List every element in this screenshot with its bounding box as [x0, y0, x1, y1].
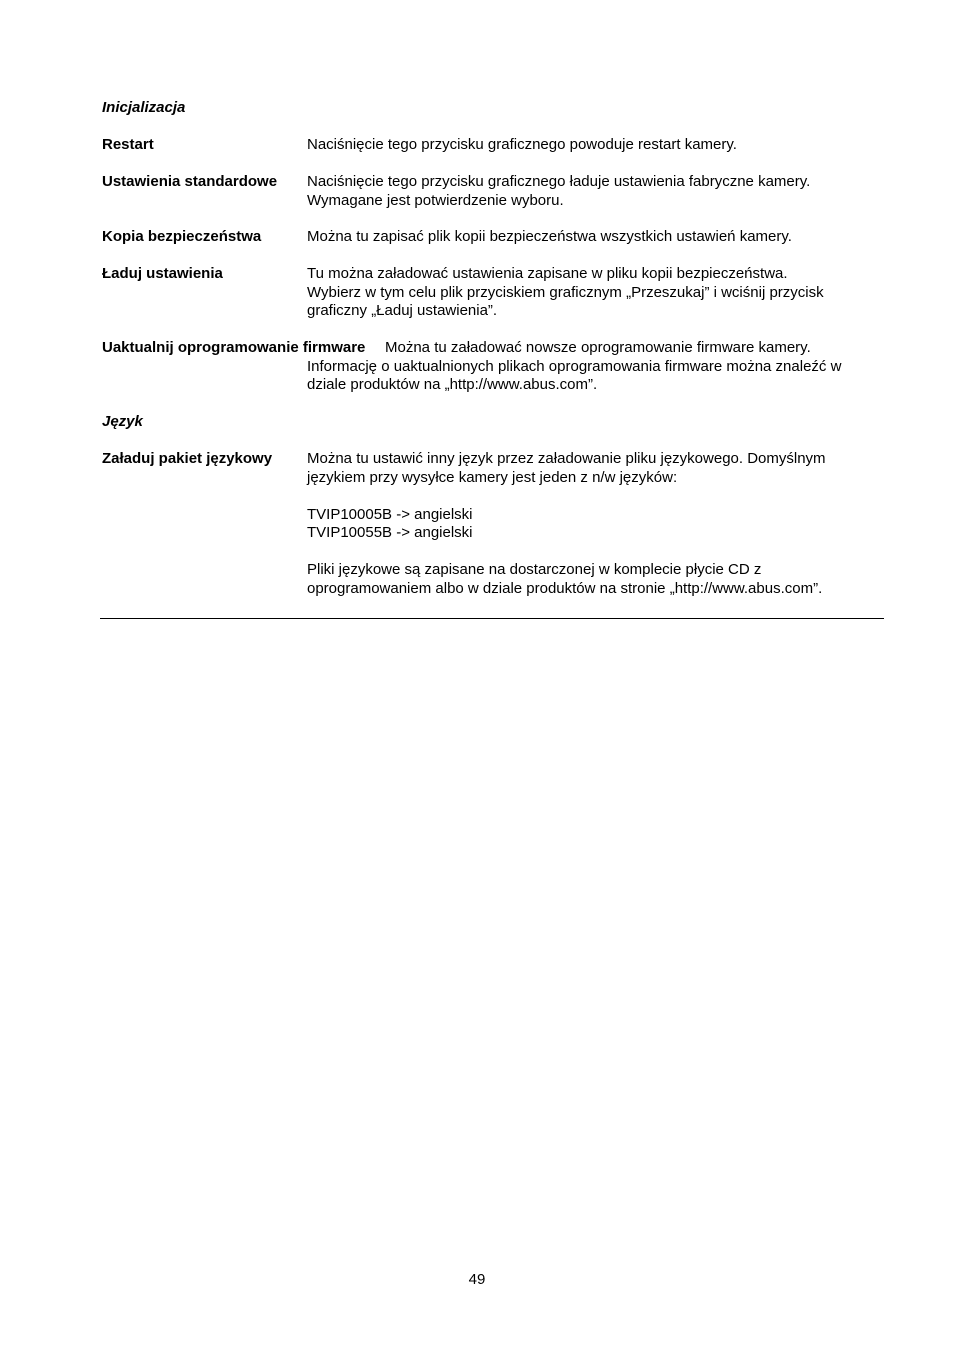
term-restart: Restart	[102, 136, 154, 153]
page-number: 49	[468, 1271, 486, 1288]
description-line: Informację o uaktualnionych plikach oprogramowania firmware można znaleźć w	[307, 357, 842, 375]
section-heading-initialization: Inicjalizacja	[102, 99, 186, 116]
description-language-pack	[307, 450, 882, 598]
description-line: językiem przy wysyłce kamery jest jeden z n/w języków:	[307, 468, 678, 486]
description-line: Można tu załadować nowsze oprogramowanie firmware kamery.	[385, 339, 811, 356]
description-default-settings	[307, 173, 882, 210]
description-line: Pliki językowe są zapisane na dostarczonej w komplecie płycie CD z	[307, 561, 762, 578]
description-firmware-update	[307, 339, 882, 395]
section-divider	[100, 618, 884, 619]
description-restart	[307, 136, 882, 155]
description-line: Wymagane jest potwierdzenie wyboru.	[307, 191, 564, 209]
description-line: Naciśnięcie tego przycisku graficznego ładuje ustawienia fabryczne kamery.	[307, 173, 811, 190]
description-line: dziale produktów na „http://www.abus.com”.	[307, 376, 598, 393]
description-line: Można tu ustawić inny język przez załadowanie pliku językowego. Domyślnym	[307, 450, 826, 467]
description-line: Można tu zapisać plik kopii bezpieczeństwa wszystkich ustawień kamery.	[307, 228, 792, 245]
term-firmware-update: Uaktualnij oprogramowanie firmware	[102, 339, 366, 356]
description-line: Wybierz w tym celu plik przyciskiem graficznym „Przeszukaj” i wciśnij przycisk	[307, 283, 824, 301]
description-line: oprogramowaniem albo w dziale produktów na stronie „http://www.abus.com”.	[307, 579, 823, 597]
description-line: TVIP10005B -> angielski	[307, 505, 473, 523]
term-language-pack: Załaduj pakiet językowy	[102, 450, 273, 467]
description-line: Tu można załadować ustawienia zapisane w pliku kopii bezpieczeństwa.	[307, 265, 788, 282]
term-default-settings: Ustawienia standardowe	[102, 173, 278, 190]
section-heading-language: Język	[102, 413, 143, 430]
term-load-settings: Ładuj ustawienia	[102, 265, 223, 282]
term-backup: Kopia bezpieczeństwa	[102, 228, 262, 245]
description-line: graficzny „Ładuj ustawienia”.	[307, 302, 498, 319]
description-line: TVIP10055B -> angielski	[307, 524, 473, 541]
description-line: Naciśnięcie tego przycisku graficznego powoduje restart kamery.	[307, 136, 737, 153]
description-backup	[307, 228, 882, 247]
description-load-settings	[307, 265, 882, 321]
